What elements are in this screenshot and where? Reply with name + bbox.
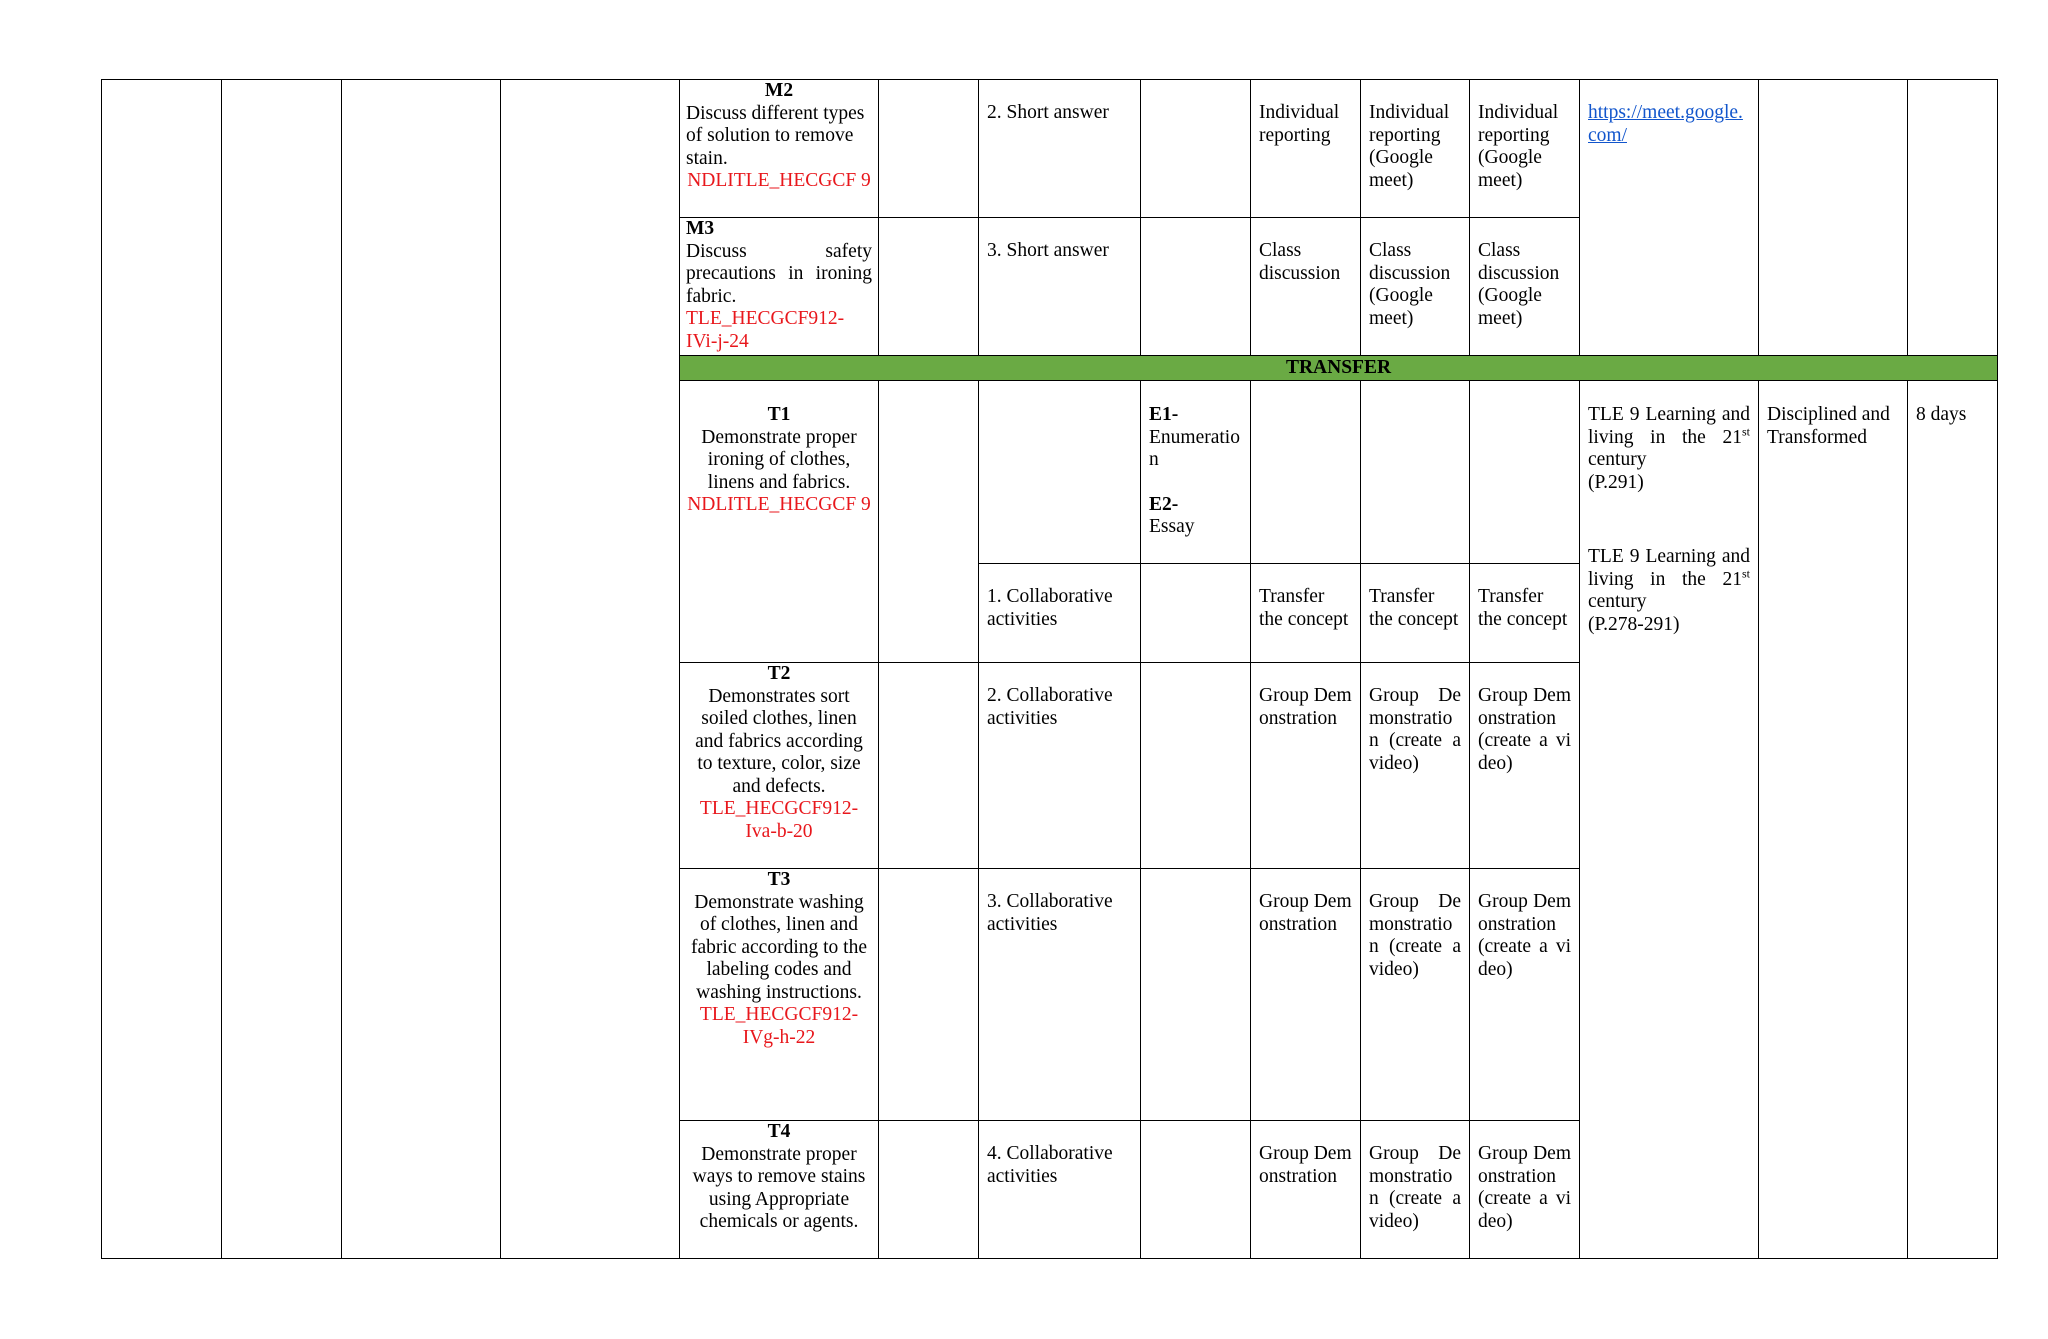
competency-code-label: T4 <box>767 1121 791 1142</box>
competency-code: NDLITLE_HECGCF 9 <box>687 170 871 191</box>
spacer <box>1588 494 1750 546</box>
assessment-cell: 3. Collaborative activities <box>979 869 1141 1121</box>
resource-cell <box>1580 80 1759 356</box>
activity-cell: Group Demonstration (create a video) <box>1470 869 1580 1121</box>
activity-cell: Transfer the concept <box>1470 564 1580 663</box>
blank-cell <box>1470 381 1580 564</box>
assessment-cell: 2. Short answer <box>979 80 1141 218</box>
spacer <box>1149 472 1242 494</box>
competency-code-label: M2 <box>764 80 794 101</box>
activity-cell: Transfer the concept <box>1251 564 1361 663</box>
assessment-cell: 1. Collaborative activities <box>979 564 1141 663</box>
blank-cell <box>222 80 342 1259</box>
activity-cell: Individual reporting (Google meet) <box>1361 80 1470 218</box>
competency-code-label: T2 <box>767 663 791 684</box>
enrichment-label: E1- <box>1149 404 1179 425</box>
reference-page: (P.278-291) <box>1588 613 1680 635</box>
activity-cell: Individual reporting <box>1251 80 1361 218</box>
competency-code: TLE_HECGCF912-IVi-j-24 <box>686 308 845 352</box>
assessment-cell: 3. Short answer <box>979 218 1141 356</box>
blank-cell <box>1141 80 1251 218</box>
curriculum-map-table <box>101 79 1998 1259</box>
competency-code: TLE_HECGCF912-IVg-h-22 <box>699 1004 859 1048</box>
table-row <box>102 80 1998 218</box>
blank-cell <box>1141 663 1251 869</box>
competency-cell <box>680 1121 879 1259</box>
assessment-cell: 4. Collaborative activities <box>979 1121 1141 1259</box>
blank-cell <box>1141 869 1251 1121</box>
competency-cell <box>680 869 879 1121</box>
competency-cell <box>680 218 879 356</box>
reference-title: TLE 9 Learning and living in the 21st century <box>1588 546 1750 612</box>
activity-cell: Group Demonstration (create a video) <box>1470 1121 1580 1259</box>
blank-cell <box>1361 381 1470 564</box>
competency-code-label: M3 <box>686 218 715 239</box>
blank-cell <box>1141 564 1251 663</box>
blank-cell <box>879 869 979 1121</box>
competency-text: Discuss safety precautions in ironing fabric. <box>686 240 872 307</box>
activity-cell: Group Demonstration (create a video) <box>1470 663 1580 869</box>
enrichment-cell <box>1141 381 1251 564</box>
activity-cell: Transfer the concept <box>1361 564 1470 663</box>
blank-cell <box>102 80 222 1259</box>
blank-cell <box>979 381 1141 564</box>
activity-cell: Individual reporting (Google meet) <box>1470 80 1580 218</box>
enrichment-text: Enumeration <box>1149 426 1240 470</box>
reference-page: (P.291) <box>1588 471 1644 493</box>
blank-cell <box>342 80 501 1259</box>
blank-cell <box>1141 218 1251 356</box>
blank-cell <box>501 80 680 1259</box>
blank-cell <box>1251 381 1361 564</box>
blank-cell <box>879 1121 979 1259</box>
blank-cell <box>1759 80 1908 356</box>
assessment-cell: 2. Collaborative activities <box>979 663 1141 869</box>
blank-cell <box>1141 1121 1251 1259</box>
competency-cell <box>680 381 879 663</box>
blank-cell <box>879 663 979 869</box>
blank-cell <box>1908 80 1998 356</box>
competency-text: Demonstrate proper ironing of clothes, linens and fabrics. <box>701 426 857 493</box>
blank-cell <box>879 218 979 356</box>
activity-cell: Group Demonstration (create a video) <box>1361 1121 1470 1259</box>
competency-text: Demonstrates sort soiled clothes, linen and fabrics according to texture, color, size and defects. <box>695 685 863 797</box>
enrichment-text: Essay <box>1149 516 1195 537</box>
values-cell: Disciplined and Transformed <box>1759 381 1908 1259</box>
activity-cell: Group Demonstration <box>1251 869 1361 1121</box>
competency-code-label: T3 <box>767 869 791 890</box>
meet-link[interactable]: https://meet.google.com/ <box>1588 102 1743 146</box>
competency-text: Discuss different types of solution to remove stain. <box>686 102 865 169</box>
activity-cell: Group Demonstration <box>1251 663 1361 869</box>
transfer-banner: TRANSFER <box>680 356 1998 381</box>
competency-code: TLE_HECGCF912-Iva-b-20 <box>699 798 859 842</box>
duration-cell: 8 days <box>1908 381 1998 1259</box>
competency-cell <box>680 80 879 218</box>
competency-text: Demonstrate washing of clothes, linen and fabric according to the labeling codes and washing instructions. <box>691 891 867 1003</box>
activity-cell: Class discussion (Google meet) <box>1470 218 1580 356</box>
blank-cell <box>879 381 979 663</box>
activity-cell: Group Demonstration (create a video) <box>1361 663 1470 869</box>
competency-code-label: T1 <box>767 404 791 425</box>
blank-cell <box>879 80 979 218</box>
activity-cell: Class discussion (Google meet) <box>1361 218 1470 356</box>
activity-cell: Class discussion <box>1251 218 1361 356</box>
competency-cell <box>680 663 879 869</box>
competency-text: Demonstrate proper ways to remove stains using Appropriate chemicals or agents. <box>692 1143 866 1232</box>
activity-cell: Group Demonstration <box>1251 1121 1361 1259</box>
competency-code: NDLITLE_HECGCF 9 <box>687 494 871 515</box>
activity-cell: Group Demonstration (create a video) <box>1361 869 1470 1121</box>
resource-cell <box>1580 381 1759 1259</box>
enrichment-label: E2- <box>1149 493 1179 515</box>
reference-title: TLE 9 Learning and living in the 21st century <box>1588 404 1750 470</box>
